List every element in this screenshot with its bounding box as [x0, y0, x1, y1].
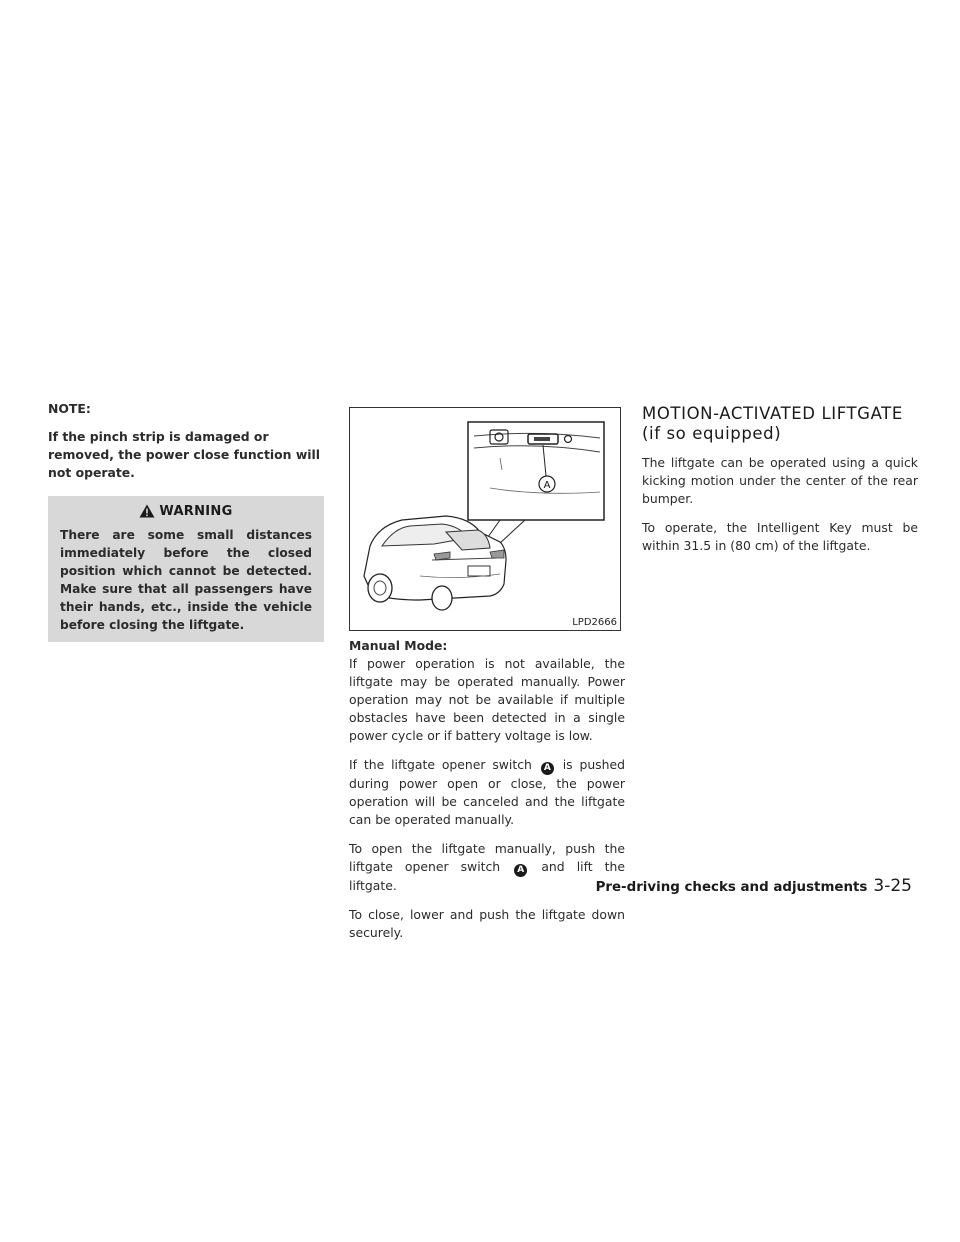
- warning-box: [48, 496, 324, 642]
- para2-before: If the liftgate opener switch: [349, 757, 532, 772]
- manual-mode-para1: If power operation is not available, the liftgate may be operated manually. Power operation may not be available if multiple obstacles have been detected in a single power cycle or if battery voltage is low.: [349, 656, 625, 743]
- footer-section-name: Pre-driving checks and adjustments: [595, 880, 868, 895]
- para3-before: To open the liftgate manually, push the liftgate opener switch: [349, 841, 625, 874]
- manual-mode-para3: [349, 840, 625, 895]
- note-text: If the pinch strip is damaged or removed, the power close function will not operate.: [48, 429, 321, 480]
- middle-column: [349, 400, 625, 953]
- motion-para1: The liftgate can be operated using a quick kicking motion under the center of the rear bumper.: [642, 455, 918, 506]
- right-column: [642, 404, 918, 566]
- warning-text: There are some small distances immediately before the closed position which cannot be detected. Make sure that all passengers have their hands, etc., inside the vehicle before closing the liftgate.: [60, 528, 312, 632]
- manual-mode-para2: [349, 756, 625, 829]
- manual-mode-heading: Manual Mode:: [349, 638, 448, 653]
- callout-a-label: A: [543, 480, 551, 491]
- warning-header: [48, 496, 324, 526]
- section-title-line2: (if so equipped): [642, 424, 782, 443]
- warning-triangle-icon: [139, 504, 155, 518]
- page-footer: [596, 876, 912, 896]
- callout-a-badge: A: [514, 864, 527, 877]
- para3-after: and lift the liftgate.: [349, 859, 625, 893]
- motion-para2: To operate, the Intelligent Key must be within 31.5 in (80 cm) of the liftgate.: [642, 520, 918, 553]
- manual-mode-para4: To close, lower and push the liftgate down securely.: [349, 907, 625, 940]
- liftgate-illustration: [349, 407, 621, 631]
- warning-heading: WARNING: [159, 503, 233, 519]
- section-title: [642, 404, 918, 444]
- callout-a-badge: A: [541, 762, 554, 775]
- para2-after: is pushed during power open or close, the power operation will be canceled and the liftgate can be operated manually.: [349, 757, 625, 827]
- left-column: [48, 400, 324, 642]
- liftgate-vehicle-drawing: [350, 408, 620, 630]
- note-heading: NOTE:: [48, 401, 91, 416]
- page-number: 3-25: [873, 876, 912, 896]
- section-title-line1: MOTION-ACTIVATED LIFTGATE: [642, 404, 903, 423]
- figure-code: LPD2666: [572, 617, 617, 628]
